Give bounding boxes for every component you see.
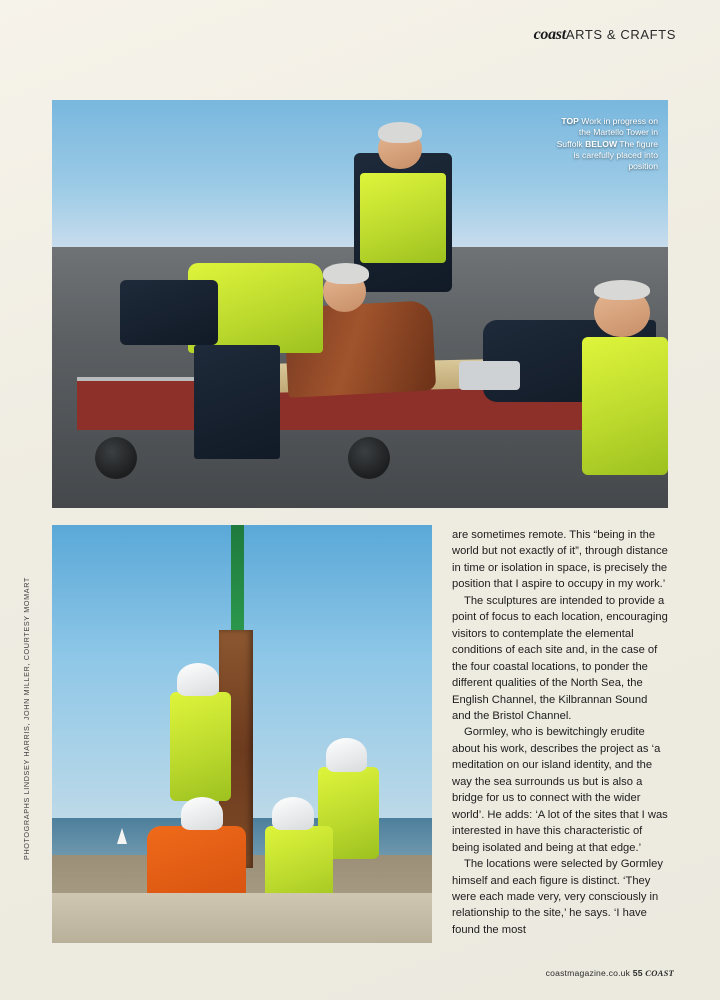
page-number: 55 <box>632 968 643 978</box>
caption-lead-below: BELOW <box>585 138 618 149</box>
worker-harness <box>360 173 446 263</box>
trailer-wheel <box>348 437 390 479</box>
crane-sling-strap <box>231 525 244 642</box>
photo-work-in-progress <box>52 100 668 508</box>
article-paragraph: are sometimes remote. This “being in the world but not exactly of it”, through distance in time or isolation in space, is precisely the position that I aspire to occupy in my work.’ <box>452 529 668 591</box>
safety-helmet <box>326 738 368 771</box>
photo-credit: PHOTOGRAPHS LINDSEY HARRIS, JOHN MILLER, COURTESY MOMART <box>22 577 31 860</box>
section-title: ARTS & CRAFTS <box>565 27 676 42</box>
worker-hair <box>323 263 369 283</box>
footer-magazine-name: COAST <box>645 968 674 978</box>
page-footer <box>546 968 674 978</box>
work-glove <box>459 361 521 390</box>
sea-wall <box>52 893 432 943</box>
photo-caption <box>554 116 658 173</box>
worker-legs <box>194 345 280 459</box>
safety-helmet <box>177 663 219 696</box>
brand-logo: coast <box>533 26 566 43</box>
worker-arm <box>120 280 219 345</box>
safety-helmet <box>181 797 223 830</box>
sailboat <box>117 828 127 844</box>
article-body <box>452 527 668 938</box>
worker-hair <box>378 122 421 142</box>
caption-lead-top: TOP <box>561 116 579 126</box>
article-paragraph: Gormley, who is bewitchingly erudite about his work, describes the project as ‘a meditation on our island identity, and the way the sea surrounds us but is also a bridge for us to connect with the wider world’. He adds: ‘A lot of the sites that I was interested in have this characteristic of being isolated and being at that edge.’ <box>452 726 668 854</box>
article-paragraph: The locations were selected by Gormley himself and each figure is distinct. ‘They were each made very, very consciously in relationship to the site,’ he says. ‘I have found the most <box>452 858 663 936</box>
footer-website: coastmagazine.co.uk <box>545 968 631 978</box>
article-paragraph: The sculptures are intended to provide a point of focus to each location, encouraging visitors to contemplate the elemental conditions of each site and, in the case of the four coastal locations, to ponder the different qualities of the North Sea, the English Channel, the Kilbrannan Sound and the Bristol Channel. <box>452 594 668 722</box>
caption-text-top: Work in progress on the Martello Tower in Suffolk <box>556 116 658 149</box>
worker-hivis-vest <box>170 692 231 801</box>
page-header <box>534 26 676 44</box>
photo-figure-placement <box>52 525 432 943</box>
caption-text-below: The figure is carefully placed into position <box>573 138 658 172</box>
safety-helmet <box>272 797 314 830</box>
worker-hivis-vest <box>582 337 668 476</box>
worker-hair <box>594 280 649 300</box>
